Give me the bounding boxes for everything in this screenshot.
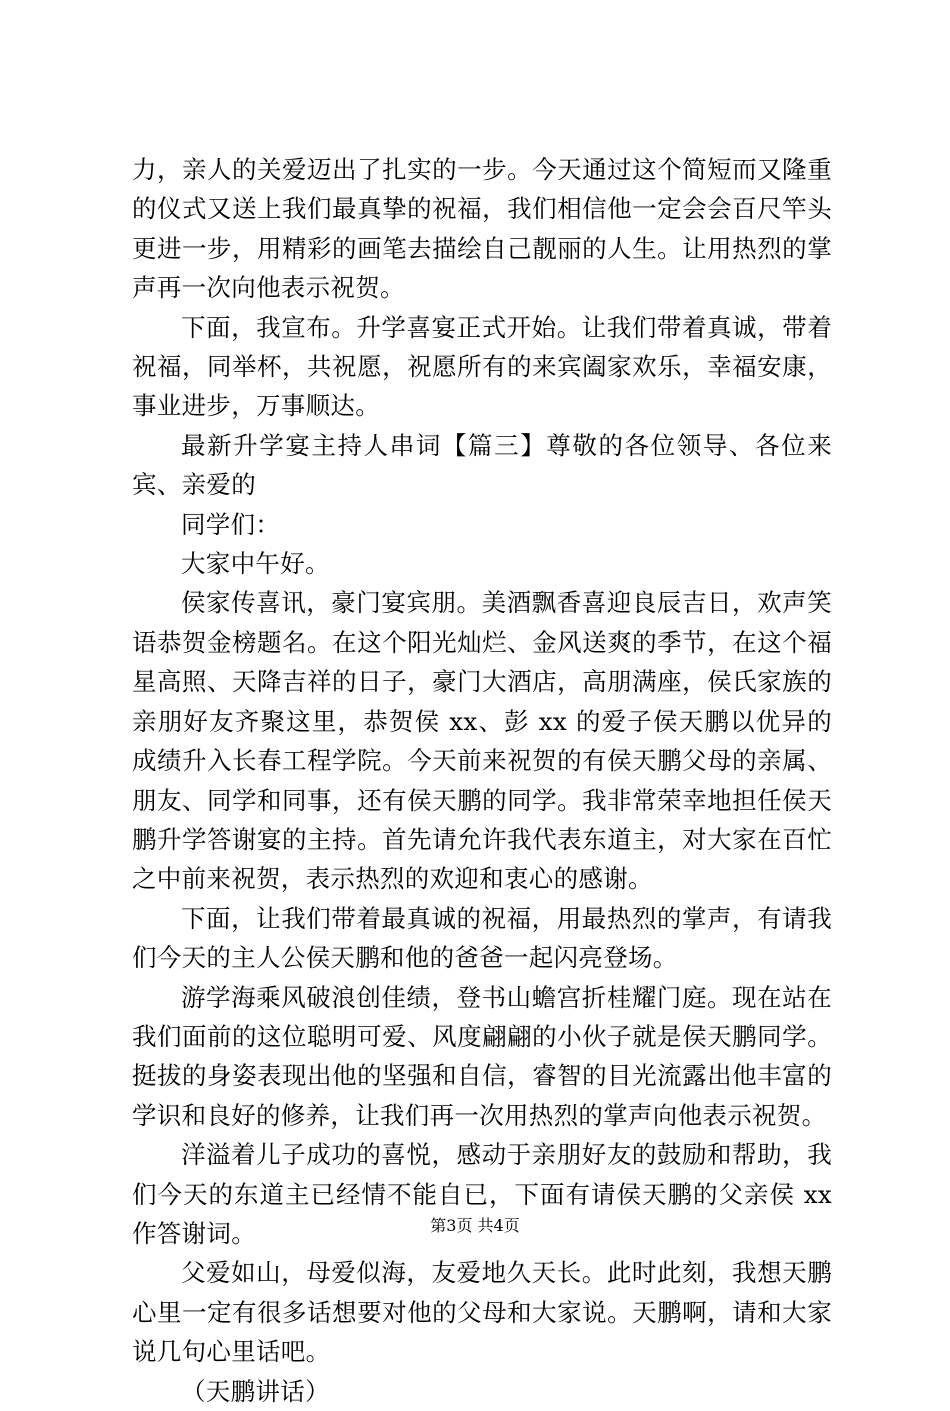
stage-direction: （天鹏讲话） <box>181 1376 330 1406</box>
paragraph-student-speech: 父爱如山，母爱似海，友爱地久天长。此时此刻，我想天鹏心里一定有很多话想要对他的父母和大家说。天鹏啊，请和大家说几句心里话吧。 <box>132 1258 832 1367</box>
paragraph-father-speech: 洋溢着儿子成功的喜悦，感动于亲朋好友的鼓励和帮助，我们今天的东道主已经情不能自已，下面有请侯天鹏的父亲侯 xx 作答谢词。 <box>132 1140 832 1248</box>
paragraph-continuation: 力，亲人的关爱迈出了扎实的一步。今天通过这个简短而又隆重的仪式又送上我们最真挚的祝福，我们相信他一定会会百尺竿头更进一步，用精彩的画笔去描绘自己靓丽的人生。让用热烈的掌声再一次向他表示祝贺。 <box>132 155 832 303</box>
paragraph-opening: 侯家传喜讯，豪门宴宾朋。美酒飘香喜迎良辰吉日，欢声笑语恭贺金榜题名。在这个阳光灿烂、金风送爽的季节，在这个福星高照、天降吉祥的日子，豪门大酒店，高朋满座，侯氏家族的亲朋好友齐聚这里，恭贺侯 xx、彭 xx 的爱子侯天鹏以优异的成绩升入长春工程学院。今天前来祝贺的有侯天鹏父母的亲属、朋友、同学和同事，还有侯天鹏的同学。我非常荣幸地担任侯天鹏升学答谢宴的主持。首先请允许我代表东道主，对大家在百忙之中前来祝贺，表示热烈的欢迎和衷心的感谢。 <box>132 588 832 894</box>
paragraph-invitation: 下面，让我们带着最真诚的祝福，用最热烈的掌声，有请我们今天的主人公侯天鹏和他的爸爸一起闪亮登场。 <box>132 903 832 973</box>
paragraph-introduction: 游学海乘风破浪创佳绩，登书山蟾宫折桂耀门庭。现在站在我们面前的这位聪明可爱、风度翩翩的小伙子就是侯天鹏同学。挺拔的身姿表现出他的坚强和自信，睿智的目光流露出他丰富的学识和良好的修养，让我们再一次用热烈的掌声向他表示祝贺。 <box>132 982 832 1130</box>
paragraph-announcement: 下面，我宣布。升学喜宴正式开始。让我们带着真诚，带着祝福，同举杯，共祝愿，祝愿所有的来宾阖家欢乐，幸福安康，事业进步，万事顺达。 <box>132 312 832 421</box>
page-footer: 第3页 共4页 <box>430 1216 520 1235</box>
greeting: 大家中午好。 <box>181 549 330 579</box>
section-heading: 最新升学宴主持人串词【篇三】尊敬的各位领导、各位来宾、亲爱的 <box>132 430 832 500</box>
salutation: 同学们： <box>181 509 281 539</box>
